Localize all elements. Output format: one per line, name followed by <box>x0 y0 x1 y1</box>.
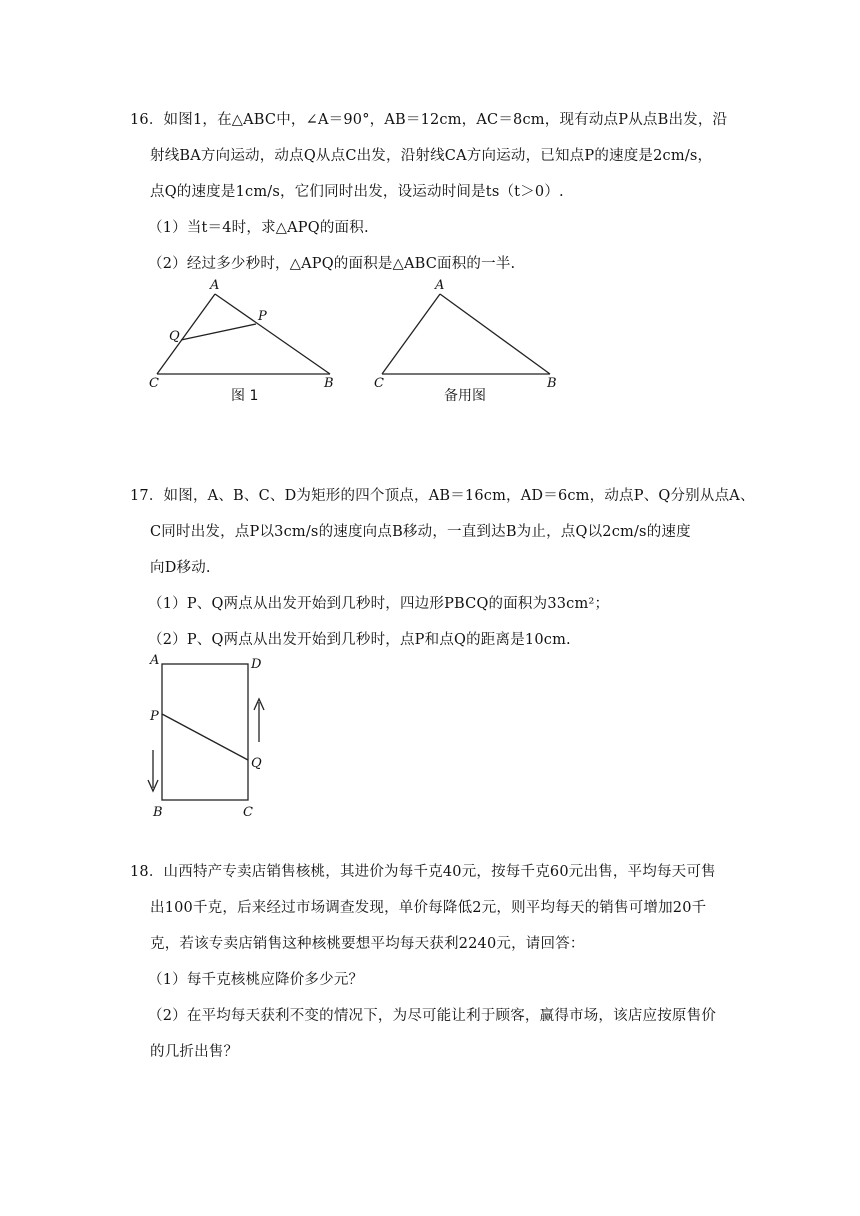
p17-line-2: C同时出发，点P以3cm/s的速度向点B移动，一直到达B为止，点Q以2cm/s的速度 <box>150 524 691 540</box>
p17-label-p: P <box>150 709 159 724</box>
p16-fig1-label-a: A <box>210 278 220 293</box>
p18-line-6: 的几折出售？ <box>150 1044 239 1060</box>
p16-fig1-label-b: B <box>324 376 334 391</box>
p18-line-2: 出100千克，后来经过市场调查发现，单价每降低2元，则平均每天的销售可增加20千 <box>150 900 707 916</box>
p18-line-1: 18．山西特产专卖店销售核桃，其进价为每千克40元，按每千克60元出售，平均每天可售 <box>130 864 716 880</box>
p17-question-2: （2）P、Q两点从出发开始到几秒时，点P和点Q的距离是10cm. <box>148 632 571 648</box>
p17-label-d: D <box>251 657 262 672</box>
p16-question-1: （1）当t＝4时，求△APQ的面积. <box>148 220 369 236</box>
p16-fig1-label-c: C <box>149 376 159 391</box>
p17-rectangle-figure <box>140 650 280 825</box>
p17-question-1: （1）P、Q两点从出发开始到几秒时，四边形PBCQ的面积为33cm²； <box>148 596 610 612</box>
p16-fig1-caption: 图 1 <box>231 388 259 404</box>
p17-label-b: B <box>153 805 163 820</box>
p16-figure-2 <box>365 278 585 408</box>
p17-label-q: Q <box>251 756 262 771</box>
p16-line-1: 16．如图1，在△ABC中，∠A＝90°，AB＝12cm，AC＝8cm，现有动点P从点B出发，沿 <box>130 112 728 128</box>
p16-line-3: 点Q的速度是1cm/s，它们同时出发，设运动时间是ts（t＞0）. <box>150 184 564 200</box>
p16-fig2-label-a: A <box>435 278 445 293</box>
p18-question-1: （1）每千克核桃应降价多少元？ <box>148 972 364 988</box>
p17-line-1: 17．如图，A、B、C、D为矩形的四个顶点，AB＝16cm，AD＝6cm，动点P、Q分别从点A、 <box>130 488 755 504</box>
p17-label-a: A <box>150 653 160 668</box>
p16-fig2-label-b: B <box>547 376 557 391</box>
p16-fig1-label-q: Q <box>169 329 180 344</box>
p16-fig2-caption: 备用图 <box>444 388 486 404</box>
p16-fig1-label-p: P <box>258 309 267 324</box>
p16-question-2: （2）经过多少秒时，△APQ的面积是△ABC面积的一半. <box>148 256 516 272</box>
p16-figure-1 <box>140 278 360 408</box>
p16-line-2: 射线BA方向运动，动点Q从点C出发，沿射线CA方向运动，已知点P的速度是2cm/s， <box>150 148 713 164</box>
p18-line-3: 克，若该专卖店销售这种核桃要想平均每天获利2240元，请回答： <box>150 936 585 952</box>
p17-line-3: 向D移动. <box>150 560 211 576</box>
p17-label-c: C <box>243 805 253 820</box>
p18-question-2: （2）在平均每天获利不变的情况下，为尽可能让利于顾客，赢得市场，该店应按原售价 <box>148 1008 717 1024</box>
p16-fig2-label-c: C <box>374 376 384 391</box>
